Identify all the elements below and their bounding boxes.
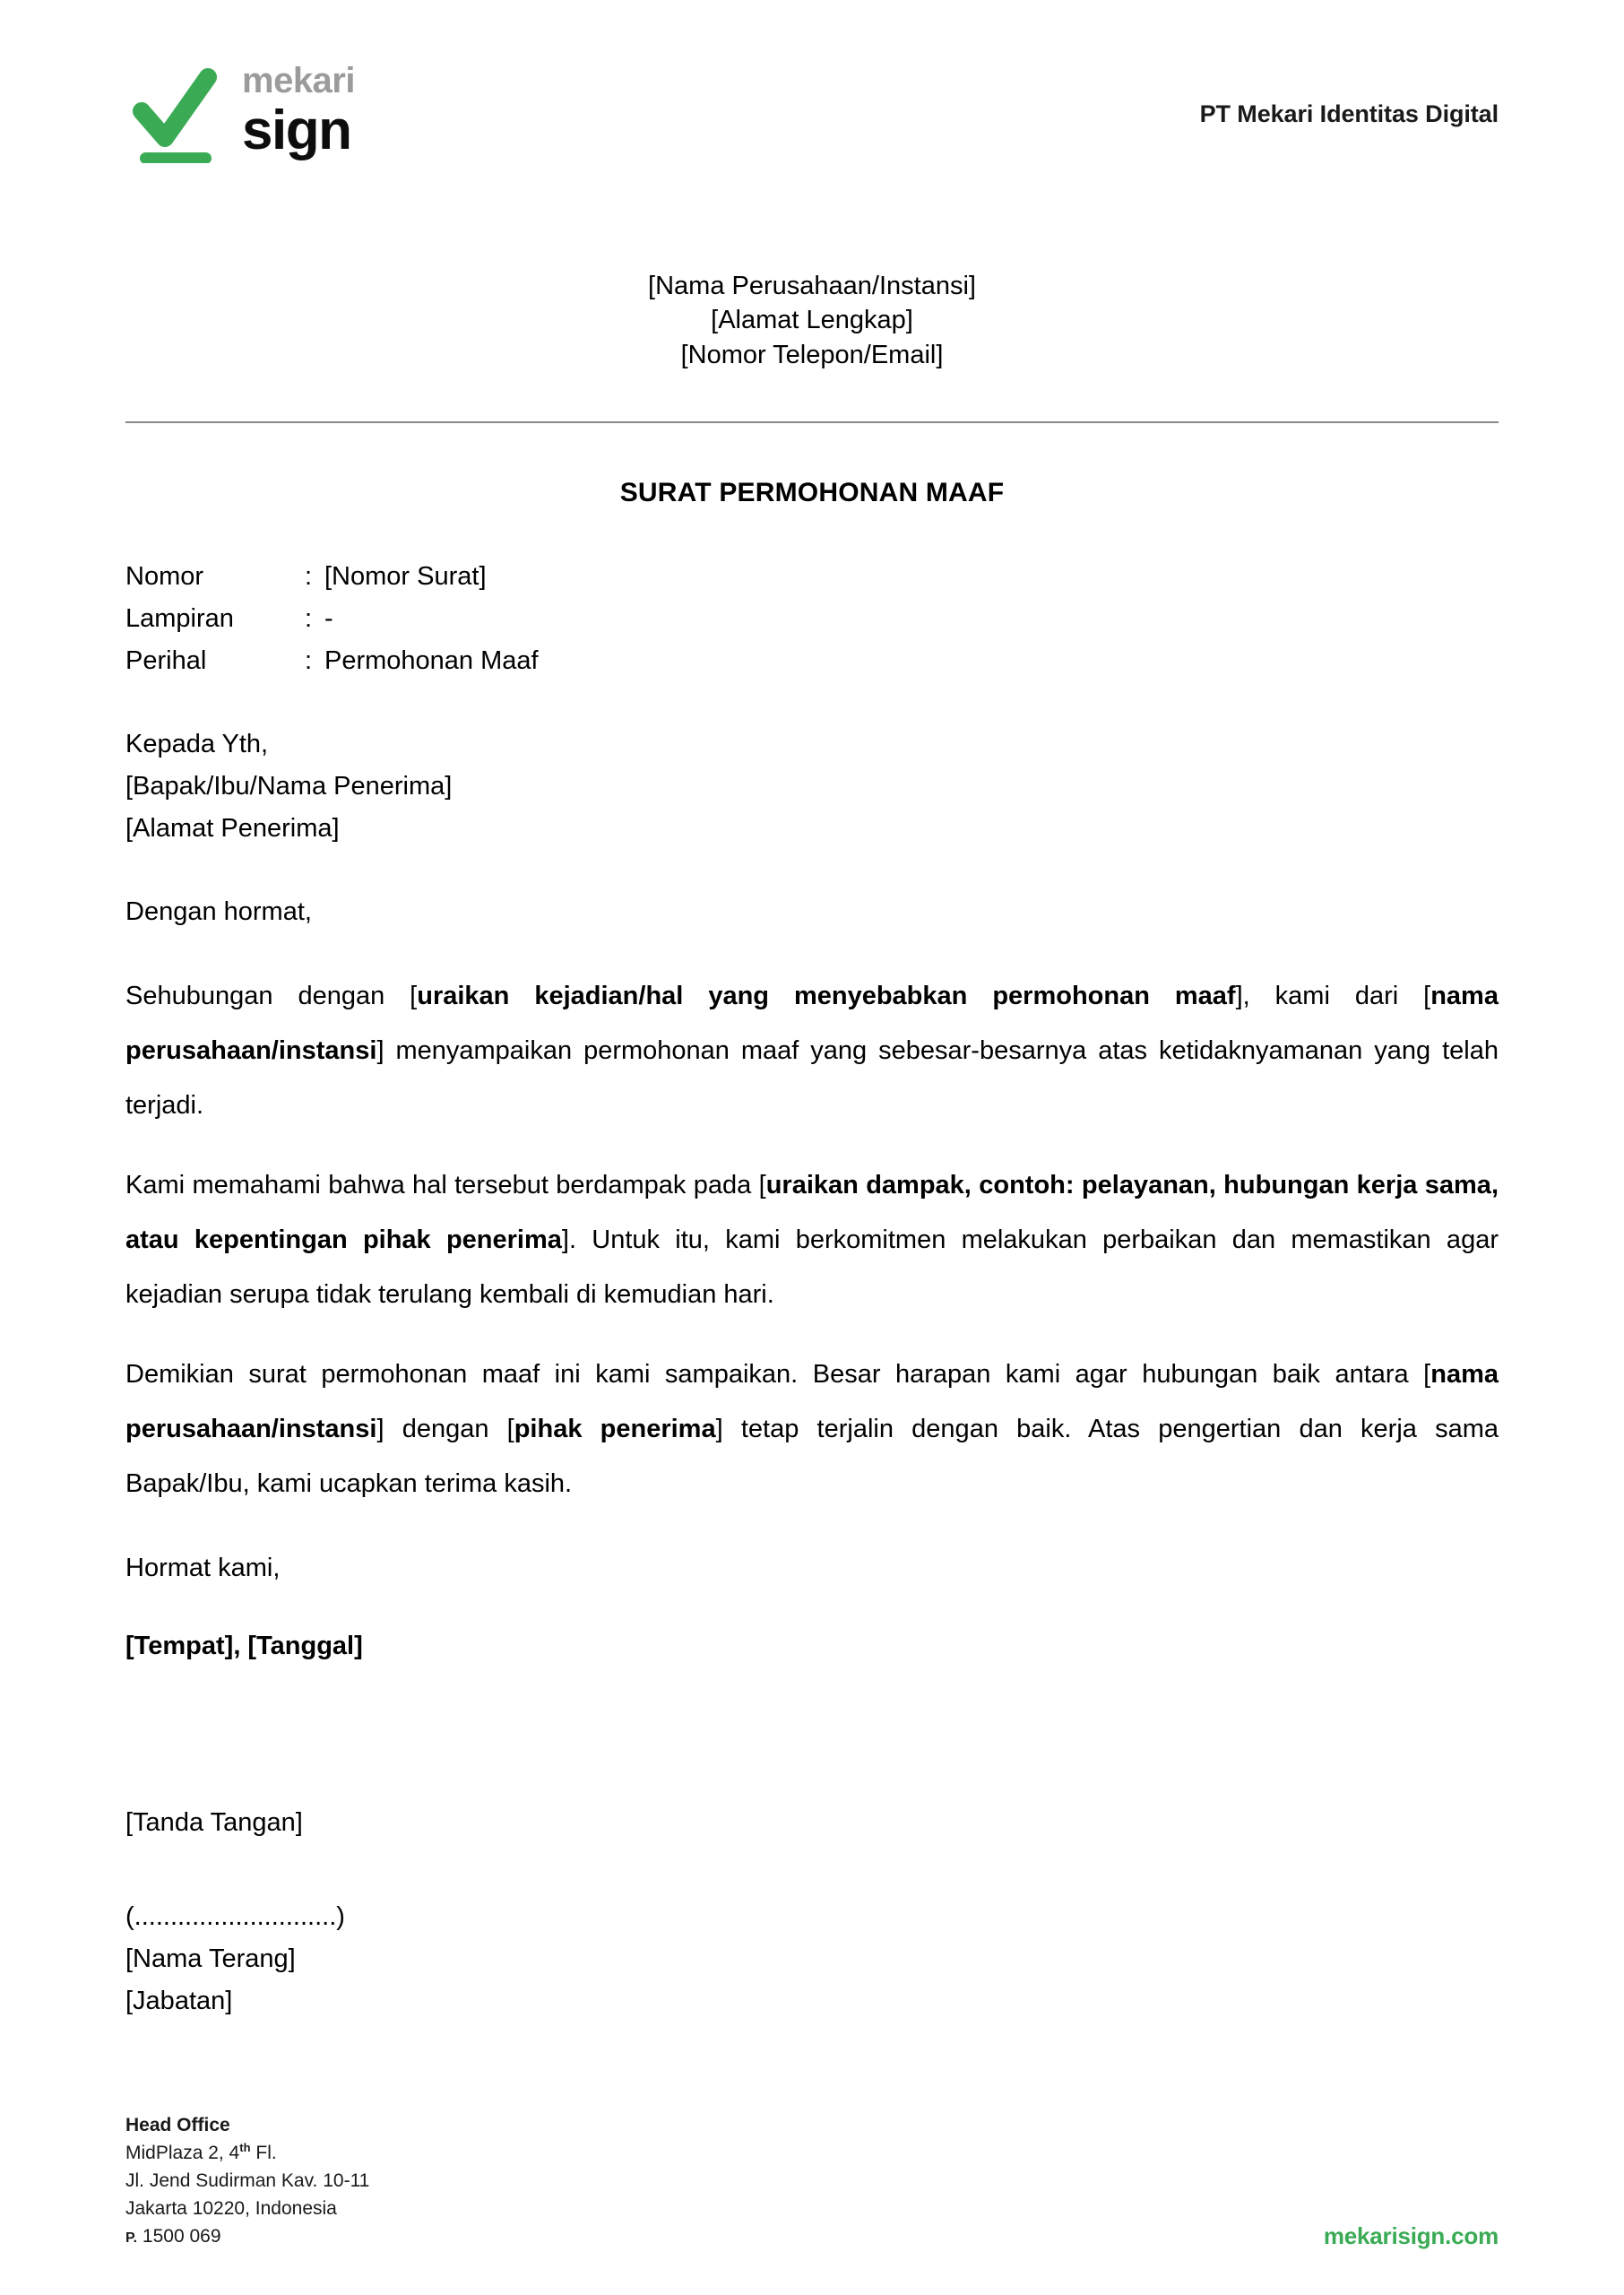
place-date-open: [ [125,1632,134,1660]
meta-sep: : [305,646,313,675]
logo-mekari-word: mekari [242,61,355,101]
document-header [125,56,1499,172]
footer-address-line-3: Jakarta 10220, Indonesia [125,2198,337,2219]
p1-part-3: ] menyampaikan permohonan maaf yang sebesar-besarnya atas ketidaknyamanan yang telah terjadi. [125,1036,1499,1120]
page-title: SURAT PERMOHONAN MAAF [619,478,1005,507]
place-date-mid: ], [ [224,1632,257,1660]
header-company-name: PT Mekari Identitas Digital [1199,100,1499,127]
document-body [125,556,1499,2022]
meta-sep: : [305,604,313,633]
meta-row [125,598,1499,640]
letterhead-contact: [Nomor Telepon/Email] [680,340,944,369]
footer-phone-label: P. [125,2230,138,2246]
footer-address-block [125,2111,369,2252]
meta-row [125,556,1499,598]
letter-meta-table [125,556,1499,682]
meta-sep: : [305,562,313,591]
signer-position: [Jabatan] [125,1987,233,2015]
recipient-address: [Alamat Penerima] [125,814,340,843]
signature-placeholder: [Tanda Tangan] [125,1808,303,1837]
recipient-greeting: Kepada Yth, [125,730,269,758]
footer-website-link[interactable]: mekarisign.com [1323,2222,1499,2249]
logo-wordmark [242,58,355,160]
p1-placeholder-kejadian: uraikan kejadian/hal yang menyebabkan permohonan maaf [417,982,1236,1010]
letterhead-divider [125,421,1499,423]
footer-address-line-1 [125,2139,369,2167]
letterhead-address: [Alamat Lengkap] [711,306,913,335]
closing-place: Tempat [134,1632,225,1660]
p1-part-1: Sehubungan dengan [ [125,982,418,1010]
paragraph-1 [125,969,1499,1133]
closing-hormat: Hormat kami, [125,1554,281,1582]
paragraph-3 [125,1347,1499,1511]
footer-phone-number: 1500 069 [142,2226,221,2247]
signer-name: [Nama Terang] [125,1944,296,1973]
p3-placeholder-perusahaan: nama perusahaan/instansi [125,1360,1499,1443]
mekari-sign-logo [125,56,355,163]
meta-value-nomor: [Nomor Surat] [324,562,487,591]
p3-part-3: ] tetap terjalin dengan baik. Atas pengertian dan kerja sama Bapak/Ibu, kami ucapkan terima kasih. [125,1415,1499,1498]
p1-placeholder-perusahaan: nama perusahaan/instansi [125,982,1499,1065]
p3-part-1: Demikian surat permohonan maaf ini kami sampaikan. Besar harapan kami agar hubungan baik antara [ [125,1360,1431,1389]
closing-date: Tanggal [256,1632,355,1660]
p2-part-2: ]. Untuk itu, kami berkomitmen melakukan perbaikan dan memastikan agar kejadian serupa tidak terulang kembali di kemudian hari. [125,1225,1499,1309]
footer-office-label: Head Office [125,2115,230,2135]
p1-part-2: ], kami dari [ [1235,982,1431,1010]
meta-label-perihal: Perihal [125,646,207,675]
ordinal-suffix: th [239,2141,251,2154]
meta-label-nomor: Nomor [125,562,204,591]
letterhead-block [125,269,1499,372]
p2-part-1: Kami memahami bahwa hal tersebut berdampak pada [ [125,1171,766,1199]
recipient-block [125,723,1499,850]
p2-placeholder-dampak: uraikan dampak, contoh: pelayanan, hubungan kerja sama, atau kepentingan pihak penerima [125,1171,1499,1254]
meta-label-lampiran: Lampiran [125,604,234,633]
place-date-close: ] [354,1632,363,1660]
document-footer [125,2111,1499,2252]
closing-place-date [125,1625,1499,1667]
logo-sign-word: sign [242,100,351,162]
salutation: Dengan hormat, [125,897,312,926]
meta-value-perihal: Permohonan Maaf [324,646,539,675]
meta-value-lampiran: - [324,604,333,633]
footer-address-line-2: Jl. Jend Sudirman Kav. 10-11 [125,2170,370,2191]
paragraph-2 [125,1158,1499,1322]
footer-address-line-1-post: Fl. [250,2143,277,2163]
letterhead-company: [Nama Perusahaan/Instansi] [648,272,976,300]
green-check-icon [125,56,224,163]
signer-block [125,1896,1499,2022]
meta-row [125,640,1499,682]
footer-phone-line [125,2222,369,2252]
p3-placeholder-penerima: pihak penerima [514,1415,716,1443]
footer-address-line-1-pre: MidPlaza 2, 4 [125,2143,240,2163]
recipient-name: [Bapak/Ibu/Nama Penerima] [125,772,453,801]
p3-part-2: ] dengan [ [376,1415,514,1443]
signature-dotted-line: (............................) [125,1902,345,1931]
